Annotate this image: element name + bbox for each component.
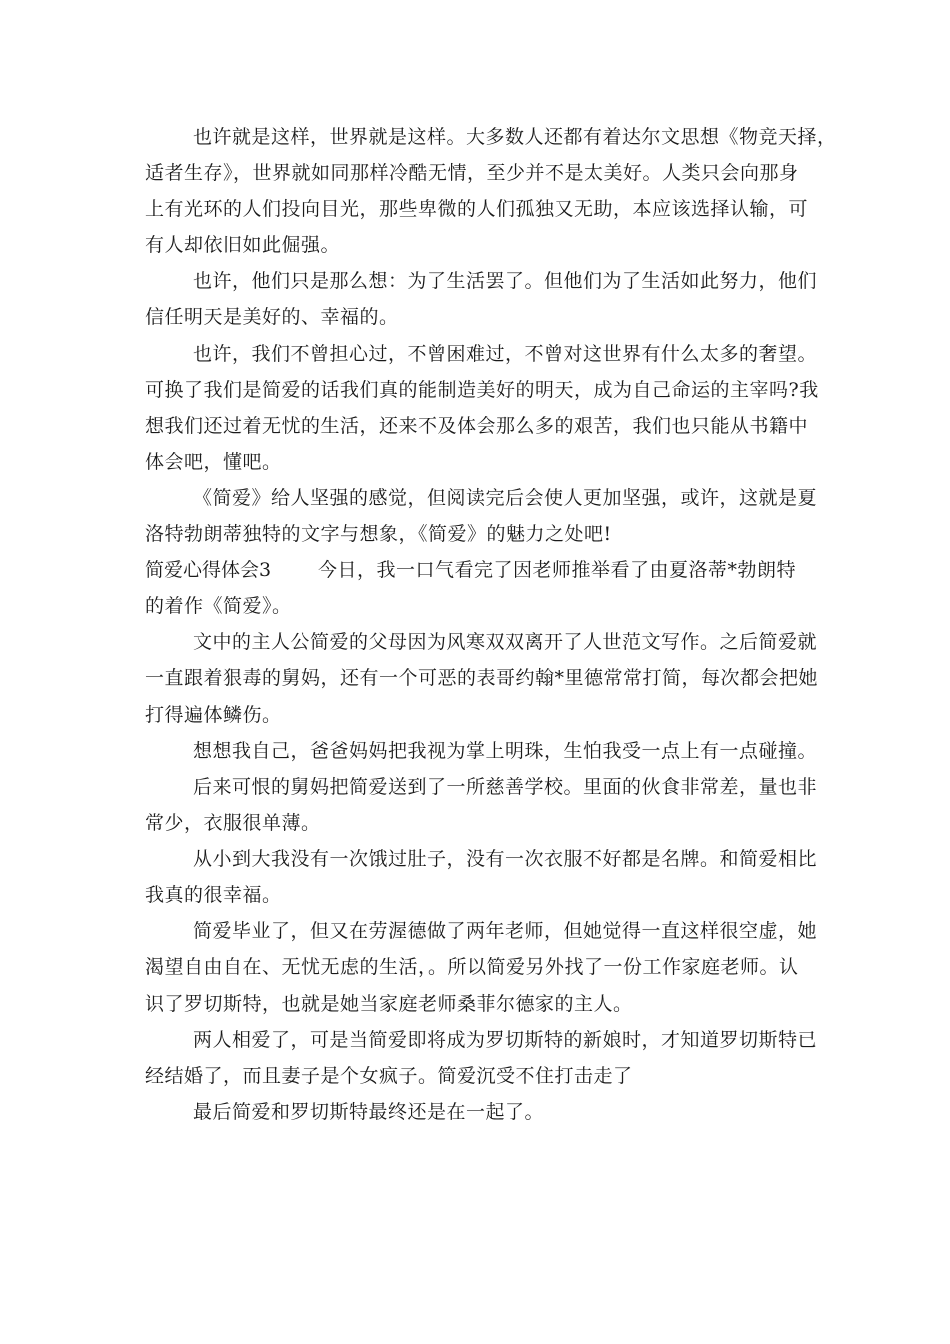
- paragraph-line: 两人相爱了，可是当简爱即将成为罗切斯特的新娘时，才知道罗切斯特已: [193, 1029, 818, 1051]
- paragraph-line: 的着作《简爱》。: [145, 595, 292, 617]
- paragraph-line: 也许，他们只是那么想：为了生活罢了。但他们为了生活如此努力，他们: [193, 270, 818, 292]
- paragraph-line: 从小到大我没有一次饿过肚子，没有一次衣服不好都是名牌。和简爱相比: [193, 848, 818, 870]
- paragraph-line: 想我们还过着无忧的生活，还来不及体会那么多的艰苦，我们也只能从书籍中: [145, 415, 809, 437]
- paragraph-line: 《简爱》给人坚强的感觉，但阅读完后会使人更加坚强，或许，这就是夏: [193, 487, 818, 509]
- paragraph-line: 后来可恨的舅妈把简爱送到了一所慈善学校。里面的伙食非常差，量也非: [193, 776, 818, 798]
- paragraph-line: 可换了我们是简爱的话我们真的能制造美好的明天，成为自己命运的主宰吗?我: [145, 379, 819, 401]
- paragraph-line: 一直跟着狠毒的舅妈，还有一个可恶的表哥约翰*里德常常打简，每次都会把她: [145, 667, 819, 689]
- paragraph-line: 识了罗切斯特，也就是她当家庭老师桑菲尔德家的主人。: [145, 993, 633, 1015]
- paragraph-line: 洛特勃朗蒂独特的文字与想象，《简爱》的魅力之处吧!: [145, 523, 612, 545]
- paragraph-line: 简爱毕业了，但又在劳渥德做了两年老师，但她觉得一直这样很空虚，她: [193, 920, 818, 942]
- paragraph-line: 也许就是这样，世界就是这样。大多数人还都有着达尔文思想《物竞天择，: [193, 126, 837, 148]
- paragraph-line: 渴望自由自在、无忧无虑的生活，。所以简爱另外找了一份工作家庭老师。认: [145, 956, 799, 978]
- paragraph-line: 也许，我们不曾担心过，不曾困难过，不曾对这世界有什么太多的奢望。: [193, 343, 818, 365]
- paragraph-line: 信任明天是美好的、幸福的。: [145, 306, 399, 328]
- section-heading: 简爱心得体会3: [145, 559, 272, 581]
- paragraph-line: 适者生存》，世界就如同那样冷酷无情，至少并不是太美好。人类只会向那身: [145, 162, 799, 184]
- paragraph-line: 我真的很幸福。: [145, 884, 282, 906]
- paragraph-line: 最后简爱和罗切斯特最终还是在一起了。: [193, 1101, 545, 1123]
- paragraph-line: 上有光环的人们投向目光，那些卑微的人们孤独又无助，本应该选择认输，可: [145, 198, 809, 220]
- paragraph-line: 常少，衣服很单薄。: [145, 812, 321, 834]
- paragraph-line: 有人却依旧如此倔强。: [145, 234, 341, 256]
- paragraph-line: 今日，我一口气看完了因老师推举看了由夏洛蒂*勃朗特: [318, 559, 797, 581]
- paragraph-line: 打得遍体鳞伤。: [145, 704, 282, 726]
- paragraph-line: 经结婚了，而且妻子是个女疯子。简爱沉受不住打击走了: [145, 1065, 633, 1087]
- paragraph-line: 体会吧，懂吧。: [145, 451, 282, 473]
- paragraph-line: 想想我自己，爸爸妈妈把我视为掌上明珠，生怕我受一点上有一点碰撞。: [193, 740, 818, 762]
- paragraph-line: 文中的主人公简爱的父母因为风寒双双离开了人世范文写作。之后简爱就: [193, 631, 818, 653]
